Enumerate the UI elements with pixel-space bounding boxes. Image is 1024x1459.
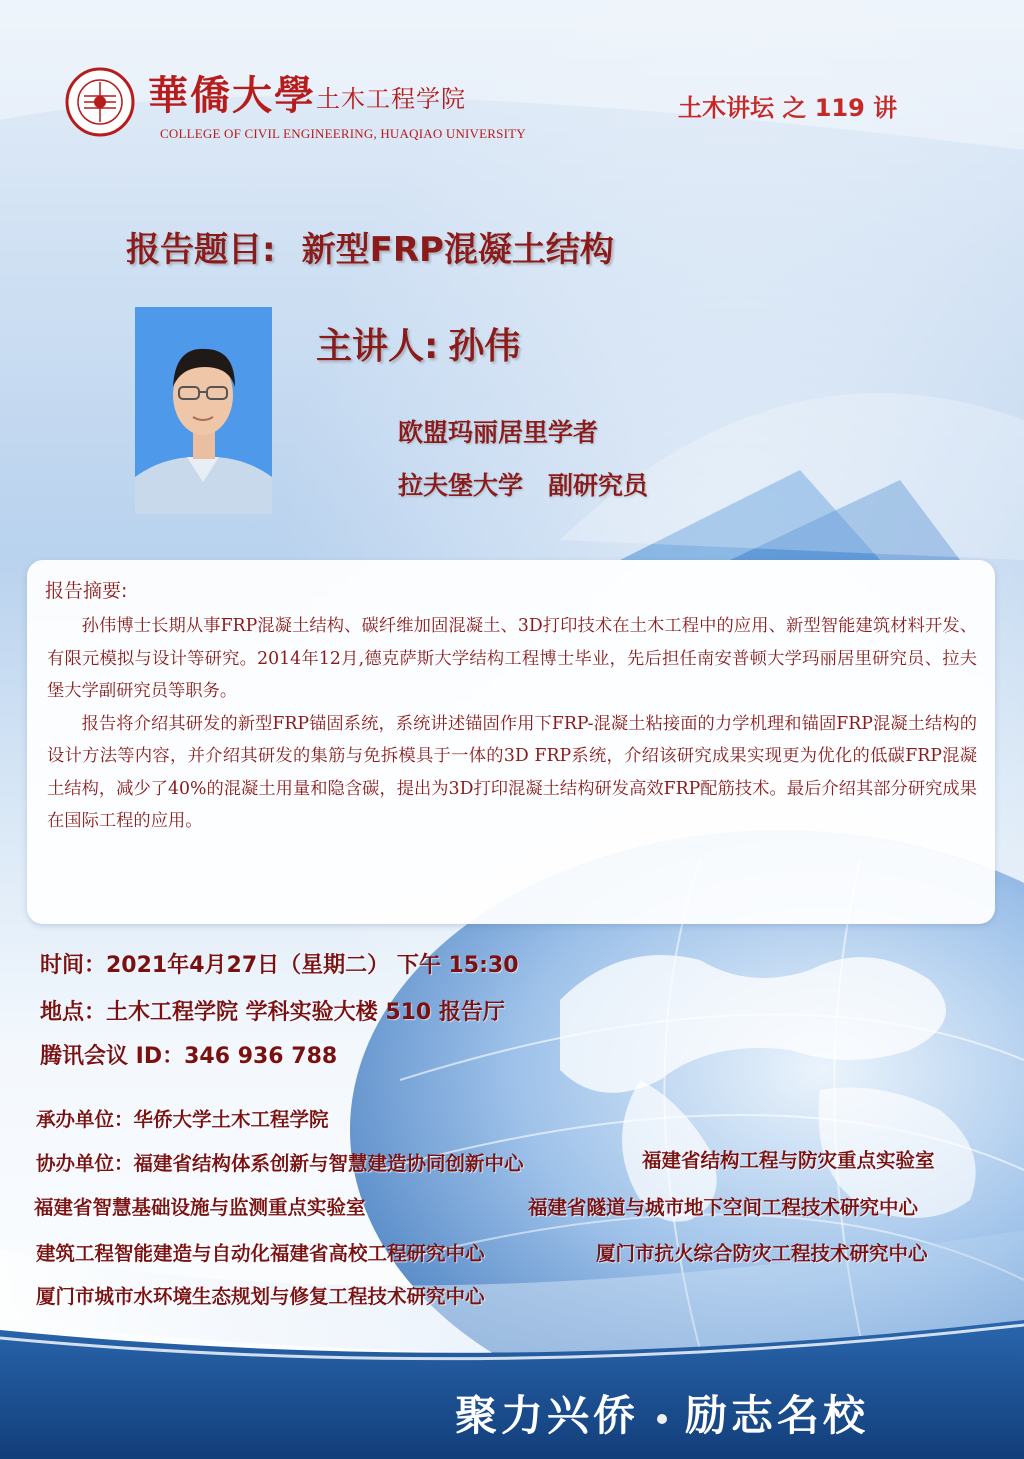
report-title: 新型FRP混凝土结构 [301,230,614,270]
abstract-paragraph-1: 孙伟博士长期从事FRP混凝土结构、碳纤维加固混凝土、3D打印技术在土木工程中的应用、新型智能建筑材料开发、有限元模拟与设计等研究。2014年12月,德克萨斯大学结构工程博士毕业，先后担任南安普顿大学玛丽居里研究员、拉夫堡大学副研究员等职务。 [47,616,977,701]
slogan-separator-dot [657,1414,667,1424]
event-time: 时间：2021年4月27日（星期二） 下午 15:30 [40,953,519,978]
co-organizer-6: 厦门市抗火综合防灾工程技术研究中心 [596,1242,928,1265]
co-organizer-3: 福建省智慧基础设施与监测重点实验室 [34,1196,366,1219]
speaker-photo [135,307,272,514]
slogan-right: 励志名校 [685,1391,870,1440]
header [64,66,964,150]
report-title-label: 报告题目: [126,230,276,270]
co-organizer-4: 福建省隧道与城市地下空间工程技术研究中心 [528,1196,919,1219]
speaker-title-2: 拉夫堡大学 副研究员 [398,471,649,500]
lecture-number: 土木讲坛 之 119 讲 [678,94,898,122]
co-organizer-5: 建筑工程智能建造与自动化福建省高校工程研究中心 [36,1242,485,1265]
report-title-line [126,222,614,271]
university-seal-logo [64,66,136,138]
speaker-line [316,318,520,369]
college-name-en: COLLEGE OF CIVIL ENGINEERING, HUAQIAO UNIVERSITY [160,126,526,141]
abstract-heading: 报告摘要: [45,580,128,602]
speaker-name: 孙伟 [448,326,521,367]
meeting-id: 腾讯会议 ID：346 936 788 [40,1044,338,1069]
abstract-body [47,610,977,838]
co-organizer-7: 厦门市城市水环境生态规划与修复工程技术研究中心 [36,1285,485,1308]
event-place: 地点：土木工程学院 学科实验大楼 510 报告厅 [40,1000,505,1025]
college-name-cn: 土木工程学院 [316,85,466,113]
co-organizer-1: 协办单位：福建省结构体系创新与智慧建造协同创新中心 [36,1152,524,1175]
co-organizer-2: 福建省结构工程与防灾重点实验室 [642,1149,935,1172]
speaker-title-1: 欧盟玛丽居里学者 [398,418,599,447]
abstract-panel [27,560,995,924]
university-name-calligraphy: 華僑大學 [148,72,316,119]
abstract-paragraph-2: 报告将介绍其研发的新型FRP锚固系统，系统讲述锚固作用下FRP-混凝土粘接面的力学机理和锚固FRP混凝土结构的设计方法等内容，并介绍其研发的集筋与免拆模具于一体的3D FRP系统，介绍该研究成果实现更为优化的低碳FRP混凝土结构，减少了40%的混凝土用量和隐含碳，提出为3D打印混凝土结构研发高效FRP配筋技术。最后介绍其部分研究成果在国际工程的应用。 [47,713,977,831]
footer-slogan [455,1383,869,1443]
host-organizer: 承办单位：华侨大学土木工程学院 [36,1108,329,1131]
slogan-left: 聚力兴侨 [455,1391,640,1440]
speaker-label: 主讲人: [316,326,439,367]
